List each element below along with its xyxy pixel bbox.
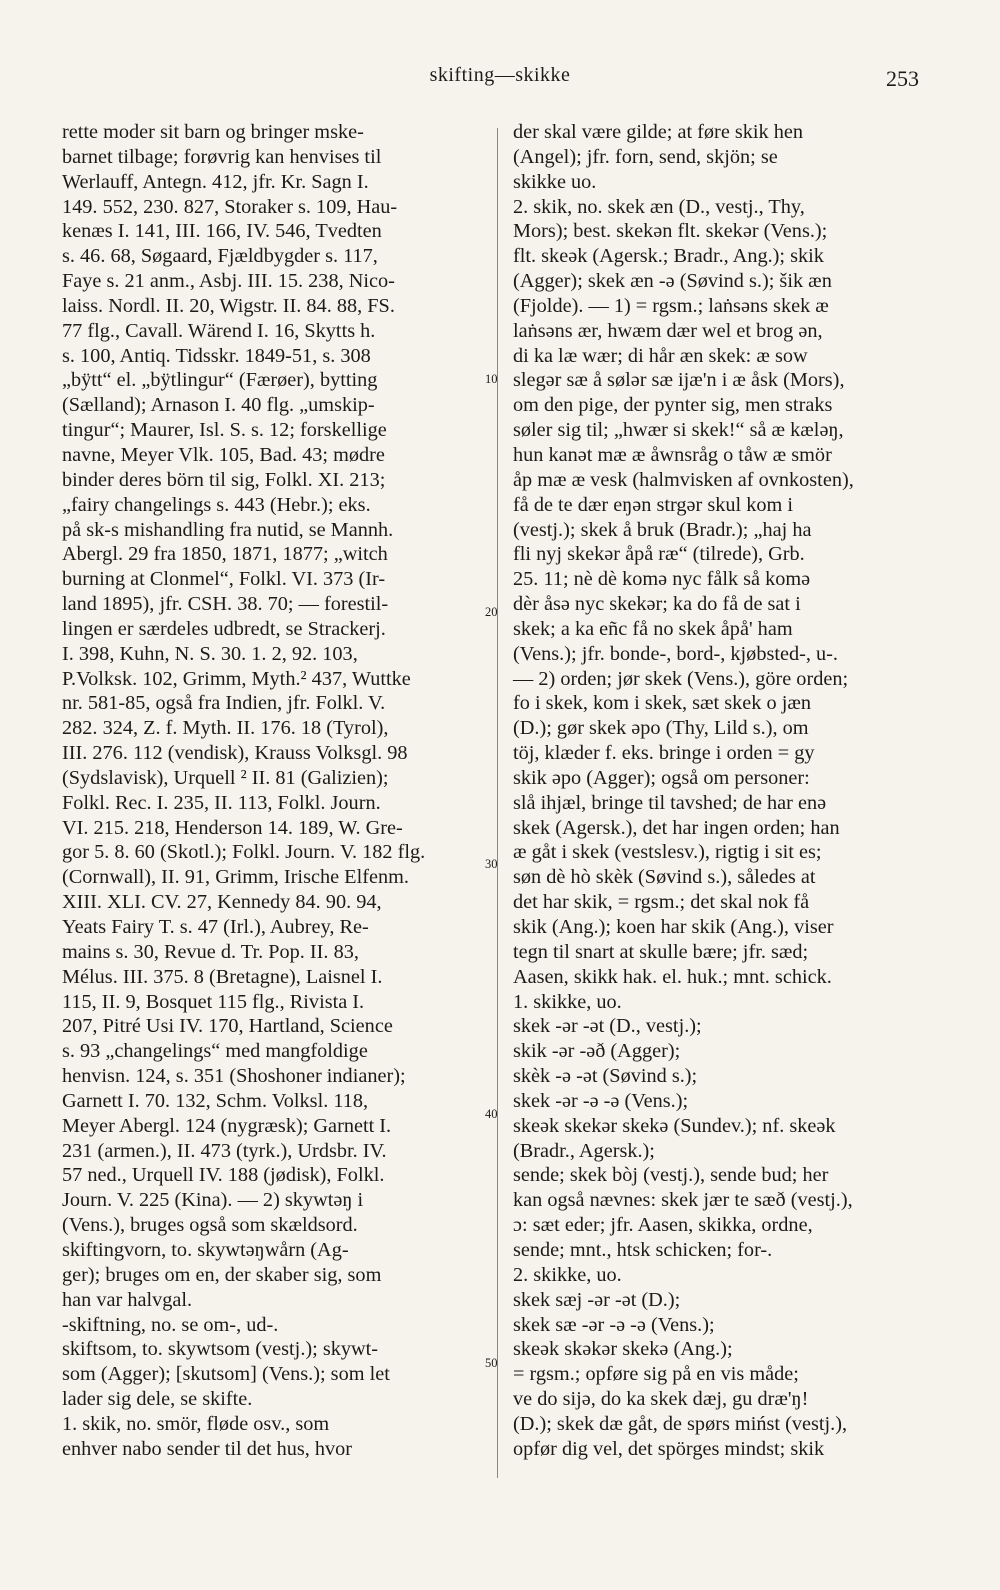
text-line: Mélus. III. 375. 8 (Bretagne), Laisnel I. [62, 965, 383, 988]
text-line: (Vens.), bruges også som skældsord. [62, 1214, 358, 1237]
text-line: skek -ər -ət (D., vestj.); [513, 1015, 702, 1038]
text-line: fo i skek, kom i skek, sæt skek o jæn [513, 692, 812, 715]
text-line: tegn til snart at skulle bære; jfr. sæd; [513, 940, 809, 963]
text-line: „fairy changelings s. 443 (Hebr.); eks. [62, 493, 371, 516]
text-line: æ gåt i skek (vestslesv.), rigtig i sit es; [513, 841, 822, 864]
text-line: (Fjolde). — 1) = rgsm.; laṅsəns skek æ [513, 294, 829, 317]
text-line: -skiftning, no. se om-, ud-. [62, 1313, 279, 1336]
text-line: dèr åsə nyc skekər; ka do få de sat i [513, 593, 801, 616]
text-line: tingur“; Maurer, Isl. S. s. 12; forskellige [62, 419, 387, 442]
text-line: kan også nævnes: skek jær te sæð (vestj.), [513, 1189, 853, 1212]
text-line: (Cornwall), II. 91, Grimm, Irische Elfenm. [62, 866, 409, 889]
text-line: sende; skek bòj (vestj.), sende bud; her [513, 1164, 829, 1187]
text-line: slå ihjæl, bringe til tavshed; de har enə [513, 791, 827, 814]
text-line: han var halvgal. [62, 1288, 193, 1311]
text-line: s. 93 „changelings“ med mangfoldige [62, 1040, 368, 1063]
text-line: om den pige, der pynter sig, men straks [513, 394, 833, 417]
line-number-10: 10 [485, 372, 498, 386]
text-line: ger); bruges om en, der skaber sig, som [62, 1263, 382, 1286]
text-line: hun kanət mæ æ åwnsråg o tåw æ smör [513, 443, 832, 466]
text-line: Werlauff, Antegn. 412, jfr. Kr. Sagn I. [62, 170, 369, 193]
text-line: søler sig til; „hwær si skek!“ så æ kæləŋ, [513, 419, 844, 442]
page-header-title: skifting—skikke [429, 64, 571, 86]
page-number: 253 [886, 66, 919, 91]
text-line: Abergl. 29 fra 1850, 1871, 1877; „witch [62, 543, 388, 566]
text-line: Faye s. 21 anm., Asbj. III. 15. 238, Nico- [62, 270, 395, 293]
text-line: ve do sijə, do ka skek dæj, gu dræ'ŋ! [513, 1388, 809, 1411]
text-line: der skal være gilde; at føre skik hen [513, 121, 804, 143]
text-line: 57 ned., Urquell IV. 188 (jødisk), Folkl. [62, 1164, 385, 1187]
text-line: skik (Ang.); koen har skik (Ang.), viser [513, 916, 834, 938]
text-line: (Sælland); Arnason I. 40 flg. „umskip- [62, 394, 375, 417]
text-line: slegər sæ å sølər sæ ijæ'n i æ åsk (Mors), [513, 369, 845, 392]
right-column [513, 120, 939, 1462]
text-line: P.Volksk. 102, Grimm, Myth.² 437, Wuttke [62, 667, 411, 690]
text-line: mains s. 30, Revue d. Tr. Pop. II. 83, [62, 940, 359, 963]
text-line: 207, Pitré Usi IV. 170, Hartland, Science [62, 1015, 393, 1038]
line-number-20: 20 [485, 605, 498, 619]
text-line: Meyer Abergl. 124 (nygræsk); Garnett I. [62, 1114, 392, 1137]
text-line: ɔ: sæt eder; jfr. Aasen, skikka, ordne, [513, 1214, 813, 1237]
line-number-40: 40 [485, 1107, 498, 1121]
text-line: (Angel); jfr. forn, send, skjön; se [513, 145, 778, 168]
text-line: lingen er særdeles udbredt, se Strackerj. [62, 617, 386, 640]
text-line: VI. 215. 218, Henderson 14. 189, W. Gre- [62, 816, 403, 839]
text-line: kenæs I. 141, III. 166, IV. 546, Tvedten [62, 220, 382, 243]
text-line: s. 100, Antiq. Tidsskr. 1849-51, s. 308 [62, 344, 371, 367]
text-line: lader sig dele, se skifte. [62, 1388, 253, 1411]
text-line: sende; mnt., htsk schicken; for-. [513, 1238, 773, 1261]
text-line: land 1895), jfr. CSH. 38. 70; — forestil- [62, 593, 389, 616]
text-line: gor 5. 8. 60 (Skotl.); Folkl. Journ. V. 182 flg. [62, 841, 426, 864]
text-line: (vestj.); skek å bruk (Bradr.); „haj ha [513, 518, 812, 541]
text-line: I. 398, Kuhn, N. S. 30. 1. 2, 92. 103, [62, 642, 358, 665]
text-line: skiftingvorn, to. skywtəŋwårn (Ag- [62, 1238, 349, 1261]
text-line: s. 46. 68, Søgaard, Fjældbygder s. 117, [62, 245, 378, 268]
text-line: Folkl. Rec. I. 235, II. 113, Folkl. Journ. [62, 791, 381, 814]
text-line: 77 flg., Cavall. Wärend I. 16, Skytts h. [62, 319, 376, 342]
text-line: skik əpo (Agger); også om personer: [513, 766, 810, 789]
text-line: — 2) orden; jør skek (Vens.), göre orden; [513, 667, 849, 690]
text-line: III. 276. 112 (vendisk), Krauss Volksgl. 98 [62, 742, 408, 765]
text-line: skek sæj -ər -ət (D.); [513, 1288, 681, 1311]
text-line: på sk-s mishandling fra nutid, se Mannh. [62, 518, 394, 541]
text-line: 25. 11; nè dè komə nyc fålk så komə [513, 568, 811, 591]
text-line: skik -ər -əð (Agger); [513, 1040, 681, 1063]
text-line: laiss. Nordl. II. 20, Wigstr. II. 84. 88, FS. [62, 294, 395, 317]
text-line: 282. 324, Z. f. Myth. II. 176. 18 (Tyrol), [62, 717, 389, 740]
text-line: Mors); best. skekən flt. skekər (Vens.); [513, 220, 828, 243]
text-line: flt. skeək (Agersk.; Bradr., Ang.); skik [513, 245, 824, 268]
text-line: søn dè hò skèk (Søvind s.), således at [513, 866, 816, 889]
text-line: 115, II. 9, Bosquet 115 flg., Rivista I. [62, 990, 365, 1013]
text-line: Aasen, skikk hak. el. huk.; mnt. schick. [513, 965, 832, 988]
text-line: 1. skikke, uo. [513, 990, 622, 1013]
text-line: det har skik, = rgsm.; det skal nok få [513, 891, 810, 914]
text-line: 1. skik, no. smör, fløde osv., som [62, 1412, 330, 1435]
text-line: skek -ər -ə -ə (Vens.); [513, 1089, 689, 1112]
text-line: enhver nabo sender til det hus, hvor [62, 1437, 353, 1460]
text-line: barnet tilbage; forøvrig kan henvises til [62, 145, 382, 168]
text-line: binder deres börn til sig, Folkl. XI. 213; [62, 468, 386, 491]
text-line: som (Agger); [skutsom] (Vens.); som let [62, 1363, 390, 1386]
text-line: skek sæ -ər -ə -ə (Vens.); [513, 1313, 715, 1336]
text-line: få de te dær eŋən strgər skul kom i [513, 493, 794, 516]
text-line: XIII. XLI. CV. 27, Kennedy 84. 90. 94, [62, 891, 382, 914]
left-column [62, 120, 482, 1462]
text-line: 231 (armen.), II. 473 (tyrk.), Urdsbr. IV. [62, 1139, 387, 1162]
line-number-30: 30 [485, 857, 498, 871]
text-line: Journ. V. 225 (Kina). — 2) skywtəŋ i [62, 1189, 364, 1212]
text-line: opfør dig vel, det spörges mindst; skik [513, 1437, 825, 1460]
text-line: skek; a ka eñc få no skek åpå' ham [513, 617, 793, 640]
text-line: navne, Meyer Vlk. 105, Bad. 43; mødre [62, 443, 385, 466]
text-line: skiftsom, to. skywtsom (vestj.); skywt- [62, 1338, 379, 1361]
text-line: skek (Agersk.), det har ingen orden; han [513, 816, 840, 839]
text-line: skèk -ə -ət (Søvind s.); [513, 1065, 698, 1088]
text-line: (Agger); skek æn -ə (Søvind s.); šik æn [513, 270, 832, 293]
text-line: (Vens.); jfr. bonde-, bord-, kjøbsted-, u-. [513, 642, 838, 665]
text-line: laṅsəns ær, hwæm dær wel et brog ən, [513, 319, 823, 342]
text-line: fli nyj skekər åpå ræ“ (tilrede), Grb. [513, 543, 805, 566]
text-line: åp mæ æ vesk (halmvisken af ovnkosten), [513, 468, 854, 491]
text-line: 2. skik, no. skek æn (D., vestj., Thy, [513, 195, 805, 218]
text-line: 2. skikke, uo. [513, 1263, 622, 1286]
text-line: burning at Clonmel“, Folkl. VI. 373 (Ir- [62, 568, 386, 591]
text-line: henvisn. 124, s. 351 (Shoshoner indianer); [62, 1065, 406, 1088]
text-line: Garnett I. 70. 132, Schm. Volksl. 118, [62, 1089, 369, 1112]
text-line: (Bradr., Agersk.); [513, 1139, 655, 1162]
text-line: skikke uo. [513, 170, 597, 193]
text-line: Yeats Fairy T. s. 47 (Irl.), Aubrey, Re- [62, 916, 369, 938]
text-line: skeək skekər skekə (Sundev.); nf. skeək [513, 1114, 836, 1137]
text-line: rette moder sit barn og bringer mske- [62, 121, 364, 143]
text-line: skeək skəkər skekə (Ang.); [513, 1338, 733, 1361]
text-line: (D.); skek dæ gåt, de spørs mińst (vestj.), [513, 1412, 848, 1435]
text-line: = rgsm.; opføre sig på en vis måde; [513, 1363, 799, 1386]
line-number-50: 50 [485, 1356, 498, 1370]
text-line: „bÿtt“ el. „bÿtlingur“ (Færøer), bytting [62, 369, 378, 392]
text-line: (Sydslavisk), Urquell ² II. 81 (Galizien); [62, 766, 389, 789]
text-line: 149. 552, 230. 827, Storaker s. 109, Hau- [62, 195, 398, 218]
column-divider [497, 128, 498, 1478]
text-line: nr. 581-85, også fra Indien, jfr. Folkl. V. [62, 692, 386, 715]
text-line: di ka læ wær; di hår æn skek: æ sow [513, 344, 808, 367]
text-line: töj, klæder f. eks. bringe i orden = gy [513, 742, 815, 765]
text-line: (D.); gør skek əpo (Thy, Lild s.), om [513, 717, 809, 740]
